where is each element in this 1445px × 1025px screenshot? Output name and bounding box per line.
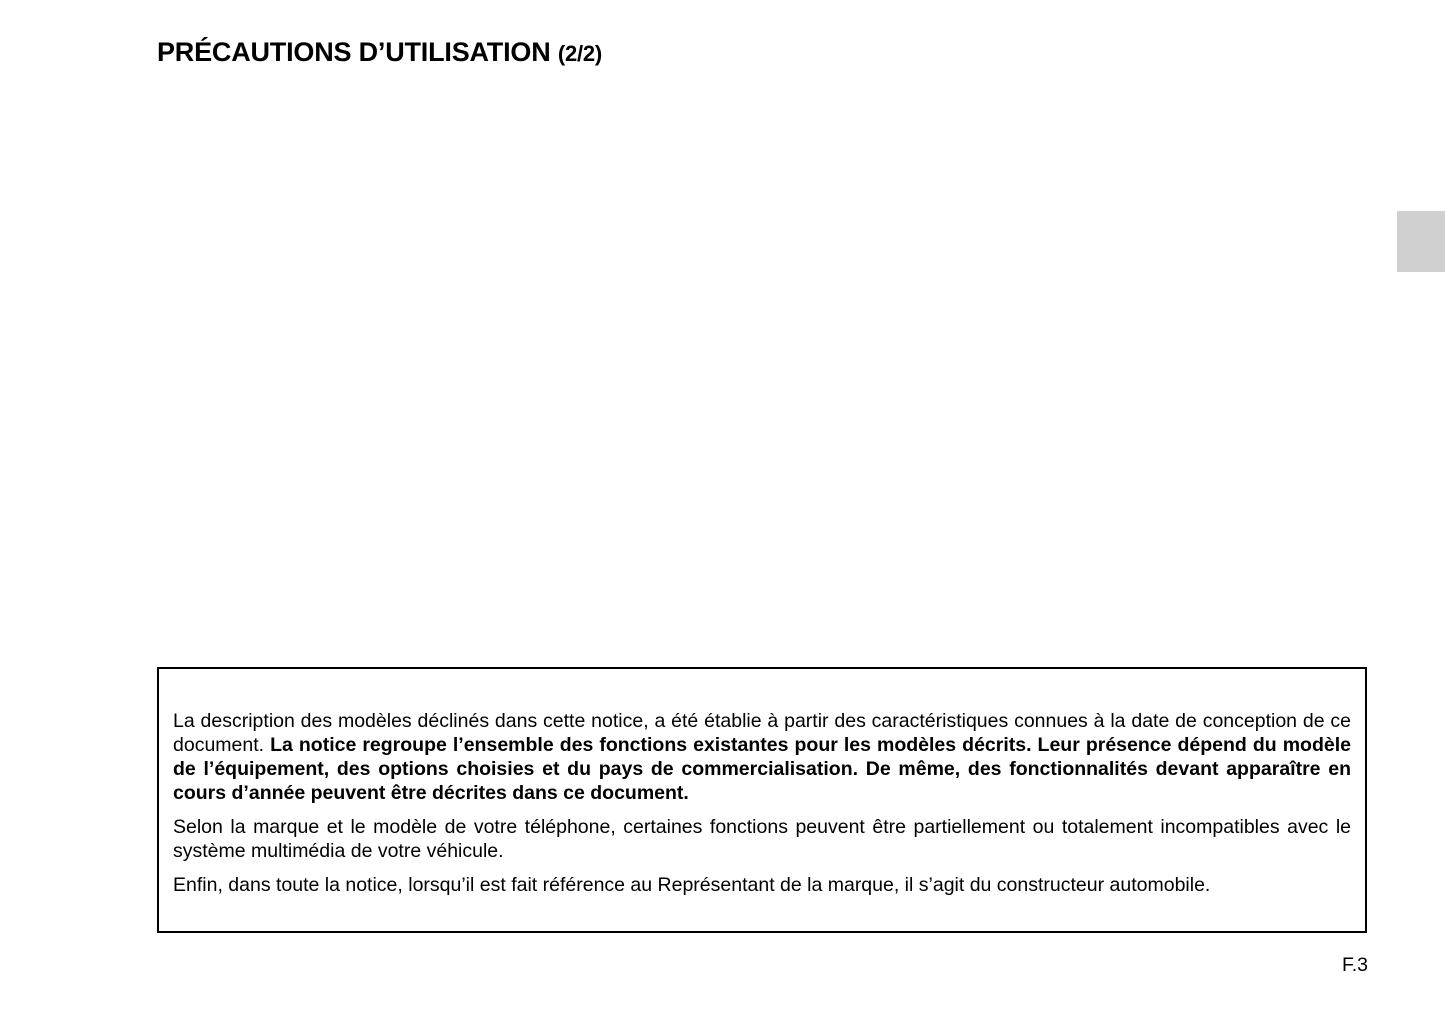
page-title-text: PRÉCAUTIONS D’UTILISATION <box>157 37 551 67</box>
notice-paragraph-2: Selon la marque et le modèle de votre téléphone, certaines fonctions peuvent être partiellement ou totalement incompatibles avec le système multimédia de votre véhicule. <box>173 816 1351 862</box>
notice-box <box>157 667 1367 933</box>
notice-paragraph-1 <box>173 709 1351 805</box>
notice-paragraph-3: Enfin, dans toute la notice, lorsqu’il est fait référence au Représentant de la marque, il s’agit du constructeur automobile. <box>173 874 1211 896</box>
section-side-tab <box>1397 211 1445 272</box>
notice-paragraph-1-bold: La notice regroupe l’ensemble des fonctions existantes pour les modèles décrits. Leur présence dépend du modèle de l’équipement, des options choisies et du pays de commercialisation. De même, des fonctionnalités devant apparaître en cours d’année peuvent être décrites dans ce document. <box>173 734 1351 804</box>
page-title <box>157 36 602 70</box>
page-title-suffix: (2/2) <box>557 41 603 66</box>
notice-paragraph-1-regular: La description des modèles déclinés dans cette notice, a été établie à partir des caractéristiques connues à la date de conception de ce document. <box>173 710 1351 756</box>
page-number: F.3 <box>1342 954 1369 976</box>
